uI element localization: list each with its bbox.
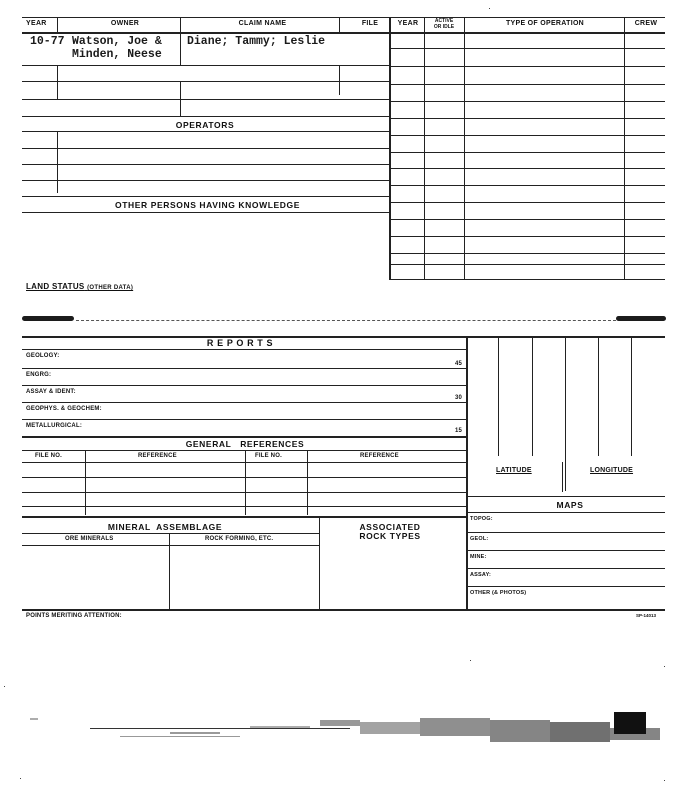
- header-year: YEAR: [26, 20, 47, 27]
- reports-bottom-rule: [22, 436, 466, 438]
- general-references-heading: GENERAL REFERENCES: [185, 439, 305, 449]
- band-dashed-line: [76, 320, 616, 321]
- scan-noise-band: [20, 712, 665, 752]
- header-active: ACTIVE: [434, 18, 454, 24]
- header-claim-name: CLAIM NAME: [238, 20, 287, 27]
- references-rule-4: [22, 506, 466, 507]
- activity-rule-15: [389, 279, 665, 280]
- col-div-file: [389, 17, 391, 279]
- reports-num-15: 15: [455, 428, 463, 434]
- maps-rule-4: [466, 586, 665, 587]
- reports-metallurgical: METALLURGICAL:: [26, 423, 83, 429]
- reports-rule-2: [22, 385, 466, 386]
- operators-rule-4: [22, 180, 389, 181]
- activity-rule-6: [389, 135, 665, 136]
- references-rule-2: [22, 477, 466, 478]
- grid-col-2: [532, 336, 533, 456]
- land-status-title: LAND STATUS: [26, 282, 85, 291]
- activity-rule-10: [389, 202, 665, 203]
- operators-div: [57, 131, 58, 193]
- maps-geol: GEOL:: [470, 536, 489, 542]
- header-crew: CREW: [634, 20, 658, 27]
- grid-col-1: [498, 336, 499, 456]
- header-year-2: YEAR: [397, 20, 419, 27]
- reports-rule-1: [22, 368, 466, 369]
- maps-mine: MINE:: [470, 554, 487, 560]
- references-rule-1: [22, 462, 466, 463]
- maps-heading: MAPS: [556, 500, 584, 510]
- other-persons-heading: OTHER PERSONS HAVING KNOWLEDGE: [114, 200, 301, 210]
- references-bottom-rule: [22, 516, 466, 518]
- mineral-rule-1: [22, 533, 319, 534]
- speck-5: [664, 666, 665, 667]
- rock-types-heading: ROCK TYPES: [359, 531, 421, 541]
- maps-rule-0: [466, 512, 665, 513]
- owner-row-rule-4: [22, 116, 389, 117]
- owner-row-rule-3: [22, 99, 389, 100]
- entry-year: 10-77: [30, 35, 65, 48]
- entry-claim-name: Diane; Tammy; Leslie: [187, 35, 326, 48]
- owner-row-rule-2: [22, 81, 389, 82]
- form-number: SP-14013: [636, 613, 657, 618]
- reports-heading: R E P O R T S: [206, 338, 274, 348]
- ref-file-no-1: FILE NO.: [35, 453, 62, 459]
- activity-rule-2: [389, 66, 665, 67]
- latlong-divider: [562, 462, 563, 492]
- references-div-3: [307, 450, 308, 515]
- points-meriting-label: POINTS MERITING ATTENTION:: [26, 613, 122, 619]
- activity-rule-4: [389, 101, 665, 102]
- owner-row-div-c: [339, 65, 340, 95]
- operators-rule-3: [22, 164, 389, 165]
- band-right-mark: [616, 316, 666, 321]
- associated-heading: ASSOCIATED: [359, 522, 421, 532]
- speck-1: [4, 686, 5, 687]
- rock-forming-label: ROCK FORMING, ETC.: [205, 536, 274, 542]
- references-div-2: [245, 450, 246, 515]
- entry-owner-line-2: Minden, Neese: [72, 48, 162, 61]
- references-rule-0: [22, 450, 466, 451]
- speck-6: [489, 8, 490, 9]
- header-owner: OWNER: [110, 20, 140, 27]
- references-rule-3: [22, 492, 466, 493]
- col-div-active: [464, 17, 465, 279]
- reports-geology: GEOLOGY:: [26, 353, 60, 359]
- activity-rule-12: [389, 236, 665, 237]
- ref-reference-1: REFERENCE: [138, 453, 177, 459]
- mineral-div-2: [319, 516, 320, 610]
- reports-num-45: 45: [455, 361, 463, 367]
- speck-2: [20, 778, 21, 779]
- owner-row-div-a: [57, 65, 58, 99]
- operators-rule-2: [22, 148, 389, 149]
- header-bottom-rule: [22, 32, 665, 34]
- activity-rule-3: [389, 84, 665, 85]
- land-status-label: [26, 282, 133, 291]
- operators-heading: OPERATORS: [175, 120, 235, 130]
- header-type-of-operation: TYPE OF OPERATION: [505, 20, 585, 27]
- col-div-owner: [180, 17, 181, 65]
- reports-num-30: 30: [455, 395, 463, 401]
- mineral-assemblage-heading: MINERAL ASSEMBLAGE: [107, 522, 223, 532]
- band-left-mark: [22, 316, 74, 321]
- maps-rule-1: [466, 532, 665, 533]
- longitude-label: LONGITUDE: [590, 467, 634, 474]
- mineral-div-1: [169, 533, 170, 610]
- reports-assay: ASSAY & IDENT:: [26, 389, 76, 395]
- maps-rule-3: [466, 568, 665, 569]
- maps-top-rule: [466, 496, 665, 497]
- maps-other: OTHER (& PHOTOS): [470, 590, 527, 596]
- maps-assay: ASSAY:: [470, 572, 492, 578]
- owner-row-div-b: [180, 81, 181, 116]
- land-status-sub: (OTHER DATA): [87, 285, 134, 291]
- operators-rule-1: [22, 131, 389, 132]
- header-or-idle: OR IDLE: [433, 24, 455, 30]
- activity-rule-7: [389, 152, 665, 153]
- ref-file-no-2: FILE NO.: [255, 453, 282, 459]
- grid-col-3: [565, 336, 566, 491]
- col-div-year2: [424, 17, 425, 279]
- activity-rule-8: [389, 168, 665, 169]
- ref-reference-2: REFERENCE: [360, 453, 399, 459]
- maps-rule-2: [466, 550, 665, 551]
- mineral-rule-2: [22, 545, 319, 546]
- activity-rule-5: [389, 118, 665, 119]
- latitude-label: LATITUDE: [496, 467, 532, 474]
- col-div-type: [624, 17, 625, 279]
- grid-col-4: [598, 336, 599, 456]
- maps-topog: TOPOG:: [470, 516, 493, 522]
- grid-col-5: [631, 336, 632, 456]
- operators-rule-5: [22, 196, 389, 197]
- reports-rule-4: [22, 419, 466, 420]
- ore-minerals-label: ORE MINERALS: [65, 536, 114, 542]
- header-top-rule: [22, 17, 665, 18]
- activity-rule-14: [389, 264, 665, 265]
- col-div-year: [57, 17, 58, 33]
- reports-geophys: GEOPHYS. & GEOCHEM:: [26, 406, 102, 412]
- scan-noise-graphic: [20, 712, 665, 752]
- reports-rule-0: [22, 349, 466, 350]
- entry-owner-line-1: Watson, Joe &: [72, 35, 162, 48]
- reports-rule-3: [22, 402, 466, 403]
- activity-rule-11: [389, 219, 665, 220]
- speck-4: [470, 660, 471, 661]
- activity-rule-13: [389, 253, 665, 254]
- speck-3: [664, 780, 665, 781]
- reports-top-rule: [22, 336, 665, 338]
- activity-rule-1: [389, 48, 665, 49]
- activity-rule-9: [389, 185, 665, 186]
- header-file: FILE: [361, 20, 379, 27]
- owner-row-rule-1: [22, 65, 389, 66]
- other-persons-rule: [22, 212, 389, 213]
- references-div-1: [85, 450, 86, 515]
- form-bottom-rule: [22, 609, 665, 611]
- col-div-claim: [339, 17, 340, 33]
- reports-engrg: ENGRG:: [26, 372, 52, 378]
